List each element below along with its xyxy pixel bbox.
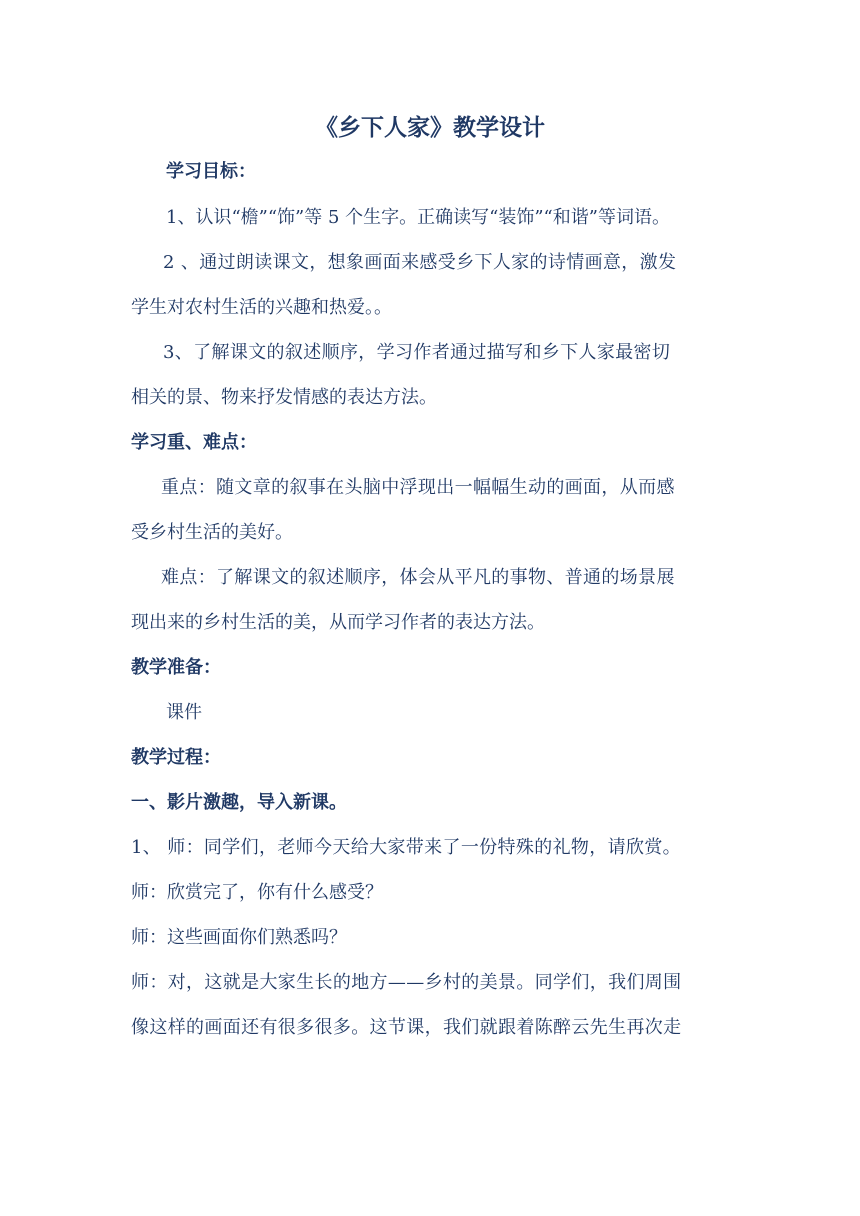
process-line-1: 1、 师：同学们，老师今天给大家带来了一份特殊的礼物，请欣赏。 <box>131 837 682 858</box>
preparation-content: 课件 <box>166 702 202 723</box>
document-title: 《乡下人家》教学设计 <box>315 114 545 141</box>
process-line-3: 师：这些画面你们熟悉吗？ <box>131 927 347 948</box>
focus-line-1: 重点：随文章的叙事在头脑中浮现出一幅幅生动的画面，从而感 <box>161 477 675 498</box>
difficulty-line-1: 难点：了解课文的叙述顺序，体会从平凡的事物、普通的场景展 <box>161 567 675 588</box>
process-line-4: 师：对，这就是大家生长的地方——乡村的美景。同学们，我们周围 <box>131 972 682 993</box>
process-line-5: 像这样的画面还有很多很多。这节课，我们就跟着陈醉云先生再次走 <box>131 1017 682 1038</box>
objective-item-3-line-1: 3、了解课文的叙述顺序，学习作者通过描写和乡下人家最密切 <box>163 342 671 363</box>
objectives-heading: 学习目标： <box>166 161 256 182</box>
difficulty-line-2: 现出来的乡村生活的美，从而学习作者的表达方法。 <box>131 612 545 633</box>
objective-item-2-line-2: 学生对农村生活的兴趣和热爱。。 <box>131 297 392 318</box>
focus-line-2: 受乡村生活的美好。 <box>131 522 293 543</box>
objective-item-3-line-2: 相关的景、物来抒发情感的表达方法。 <box>131 387 437 408</box>
preparation-heading: 教学准备： <box>131 657 221 678</box>
objective-item-2-line-1: 2 、通过朗读课文，想象画面来感受乡下人家的诗情画意，激发 <box>163 252 677 273</box>
section-1-heading: 一、影片激趣，导入新课。 <box>131 792 347 813</box>
objective-item-1: 1、认识“檐”“饰”等 5 个生字。正确读写“装饰”“和谐”等词语。 <box>166 207 670 228</box>
process-line-2: 师：欣赏完了，你有什么感受？ <box>131 882 383 903</box>
process-heading: 教学过程： <box>131 747 221 768</box>
key-points-heading: 学习重、难点： <box>131 432 257 453</box>
